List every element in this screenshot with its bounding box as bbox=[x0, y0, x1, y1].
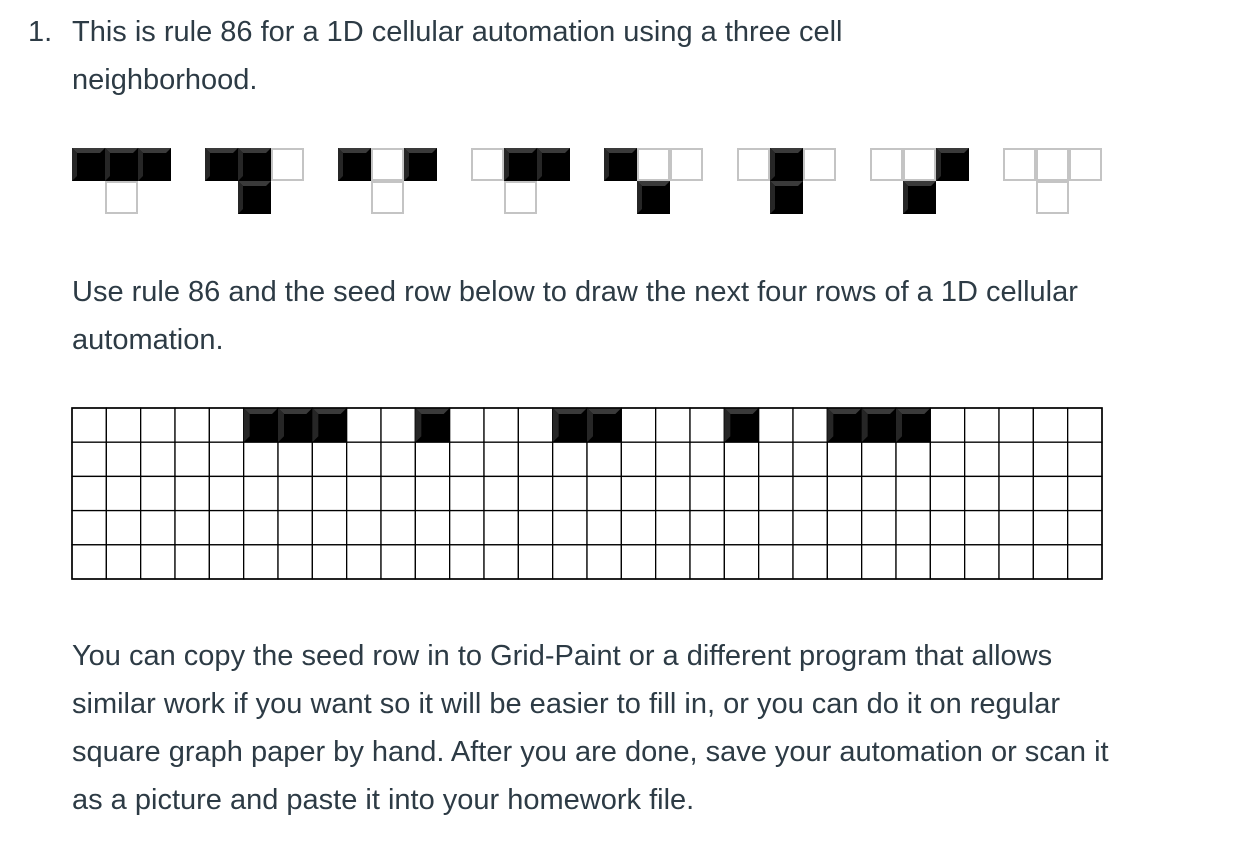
grid-cell bbox=[518, 511, 552, 545]
seed-cell bbox=[862, 408, 896, 442]
grid-cell bbox=[724, 511, 758, 545]
neighborhood-cell bbox=[404, 148, 437, 181]
grid-cell bbox=[656, 442, 690, 476]
grid-cell bbox=[793, 476, 827, 510]
grid-cell bbox=[518, 442, 552, 476]
seed-cell bbox=[484, 408, 518, 442]
grid-cell bbox=[1033, 511, 1067, 545]
grid-cell bbox=[347, 545, 381, 579]
grid-cell bbox=[759, 442, 793, 476]
rule-86-patterns bbox=[72, 148, 1101, 214]
grid-cell bbox=[415, 545, 449, 579]
grid-cell bbox=[450, 511, 484, 545]
grid-cell bbox=[862, 511, 896, 545]
grid-cell bbox=[484, 511, 518, 545]
grid-cell bbox=[244, 545, 278, 579]
grid-cell bbox=[312, 442, 346, 476]
grid-cell bbox=[106, 442, 140, 476]
grid-cell bbox=[72, 511, 106, 545]
seed-cell bbox=[827, 408, 861, 442]
seed-cell bbox=[965, 408, 999, 442]
grid-cell bbox=[965, 476, 999, 510]
grid-cell bbox=[415, 442, 449, 476]
seed-cell bbox=[656, 408, 690, 442]
seed-cell bbox=[450, 408, 484, 442]
grid-cell bbox=[1068, 476, 1102, 510]
grid-cell bbox=[209, 545, 243, 579]
seed-cell bbox=[930, 408, 964, 442]
seed-cell bbox=[999, 408, 1033, 442]
result-cell bbox=[238, 181, 271, 214]
neighborhood-cell bbox=[1004, 149, 1035, 180]
grid-cell bbox=[278, 476, 312, 510]
grid-cell bbox=[724, 476, 758, 510]
seed-cell bbox=[724, 408, 758, 442]
neighborhood-cell bbox=[804, 149, 835, 180]
question-instruction: Use rule 86 and the seed row below to draw the next four rows of a 1D cellular automation. bbox=[72, 276, 1078, 356]
grid-cell bbox=[656, 476, 690, 510]
rule-pattern bbox=[338, 148, 437, 213]
grid-cell bbox=[484, 442, 518, 476]
neighborhood-cell bbox=[1070, 149, 1101, 180]
result-cell bbox=[637, 181, 670, 214]
neighborhood-cell bbox=[904, 149, 935, 180]
grid-cell bbox=[930, 545, 964, 579]
rule-pattern bbox=[1004, 149, 1101, 213]
grid-cell bbox=[1033, 476, 1067, 510]
grid-cell bbox=[1033, 442, 1067, 476]
seed-cell bbox=[793, 408, 827, 442]
seed-cell bbox=[1068, 408, 1102, 442]
grid-cell bbox=[827, 511, 861, 545]
seed-cell bbox=[141, 408, 175, 442]
grid-cell bbox=[587, 476, 621, 510]
automaton-grid bbox=[72, 408, 1102, 579]
rule-pattern bbox=[205, 148, 303, 214]
grid-cell bbox=[72, 476, 106, 510]
neighborhood-cell bbox=[272, 149, 303, 180]
grid-cell bbox=[1068, 442, 1102, 476]
grid-cell bbox=[690, 476, 724, 510]
grid-cell bbox=[518, 476, 552, 510]
question-number: 1. bbox=[28, 16, 53, 48]
grid-cell bbox=[896, 511, 930, 545]
grid-cell bbox=[347, 442, 381, 476]
grid-cell bbox=[827, 442, 861, 476]
grid-cell bbox=[415, 476, 449, 510]
grid-cell bbox=[793, 545, 827, 579]
grid-cell bbox=[175, 545, 209, 579]
grid-cell bbox=[1068, 511, 1102, 545]
neighborhood-cell bbox=[738, 149, 769, 180]
neighborhood-cell bbox=[770, 148, 803, 181]
grid-cell bbox=[896, 442, 930, 476]
grid-cell bbox=[827, 545, 861, 579]
grid-cell bbox=[1033, 545, 1067, 579]
grid-cell bbox=[621, 476, 655, 510]
result-cell bbox=[106, 182, 137, 213]
grid-cell bbox=[209, 442, 243, 476]
seed-cell bbox=[587, 408, 621, 442]
grid-cell bbox=[896, 545, 930, 579]
grid-cell bbox=[209, 511, 243, 545]
grid-cell bbox=[312, 476, 346, 510]
grid-cell bbox=[862, 545, 896, 579]
neighborhood-cell bbox=[472, 149, 503, 180]
grid-cell bbox=[930, 511, 964, 545]
grid-cell bbox=[209, 476, 243, 510]
seed-cell bbox=[347, 408, 381, 442]
grid-cell bbox=[278, 511, 312, 545]
grid-cell bbox=[141, 545, 175, 579]
grid-cell bbox=[312, 545, 346, 579]
grid-cell bbox=[553, 442, 587, 476]
grid-cell bbox=[621, 442, 655, 476]
grid-cell bbox=[244, 442, 278, 476]
grid-cell bbox=[484, 476, 518, 510]
grid-cell bbox=[450, 545, 484, 579]
grid-cell bbox=[759, 511, 793, 545]
question-outro: You can copy the seed row in to Grid-Paint or a different program that allows similar work if you want so it will be easier to fill in, or you can do it on regular square graph paper by hand. After you are done, save your automation or scan it as a picture and paste it into your homework file. bbox=[72, 640, 1109, 816]
rule-pattern bbox=[604, 148, 702, 214]
grid-cell bbox=[724, 442, 758, 476]
seed-cell bbox=[896, 408, 930, 442]
grid-cell bbox=[347, 476, 381, 510]
question-intro: This is rule 86 for a 1D cellular automation using a three cell neighborhood. bbox=[72, 16, 843, 96]
neighborhood-cell bbox=[238, 148, 271, 181]
seed-cell bbox=[415, 408, 449, 442]
grid-cell bbox=[72, 545, 106, 579]
grid-cell bbox=[999, 511, 1033, 545]
grid-cell bbox=[381, 442, 415, 476]
rule-pattern bbox=[738, 148, 835, 214]
neighborhood-cell bbox=[205, 148, 238, 181]
grid-cell bbox=[965, 511, 999, 545]
seed-cell bbox=[209, 408, 243, 442]
rule-pattern bbox=[472, 148, 570, 213]
grid-cell bbox=[759, 476, 793, 510]
grid-cell bbox=[930, 476, 964, 510]
grid-cell bbox=[347, 511, 381, 545]
neighborhood-cell bbox=[1037, 149, 1068, 180]
grid-cell bbox=[553, 476, 587, 510]
rule-pattern bbox=[871, 148, 969, 214]
grid-cell bbox=[381, 476, 415, 510]
seed-cell bbox=[553, 408, 587, 442]
neighborhood-cell bbox=[936, 148, 969, 181]
grid-cell bbox=[518, 545, 552, 579]
neighborhood-cell bbox=[372, 149, 403, 180]
seed-cell bbox=[690, 408, 724, 442]
grid-cell bbox=[862, 442, 896, 476]
neighborhood-cell bbox=[604, 148, 637, 181]
seed-cell bbox=[1033, 408, 1067, 442]
result-cell bbox=[372, 182, 403, 213]
grid-cell bbox=[415, 511, 449, 545]
grid-cell bbox=[587, 442, 621, 476]
neighborhood-cell bbox=[504, 148, 537, 181]
grid-cell bbox=[827, 476, 861, 510]
grid-cell bbox=[106, 476, 140, 510]
grid-cell bbox=[141, 476, 175, 510]
seed-cell bbox=[72, 408, 106, 442]
grid-cell bbox=[793, 511, 827, 545]
grid-cell bbox=[793, 442, 827, 476]
grid-cell bbox=[999, 476, 1033, 510]
grid-cell bbox=[896, 476, 930, 510]
grid-cell bbox=[553, 511, 587, 545]
grid-cell bbox=[621, 511, 655, 545]
grid-cell bbox=[106, 545, 140, 579]
grid-cell bbox=[381, 545, 415, 579]
grid-cell bbox=[278, 545, 312, 579]
grid-cell bbox=[141, 511, 175, 545]
grid-cell bbox=[587, 545, 621, 579]
grid-cell bbox=[175, 476, 209, 510]
grid-cell bbox=[553, 545, 587, 579]
grid-cell bbox=[587, 511, 621, 545]
grid-cell bbox=[1068, 545, 1102, 579]
seed-cell bbox=[518, 408, 552, 442]
grid-cell bbox=[656, 511, 690, 545]
grid-cell bbox=[724, 545, 758, 579]
neighborhood-cell bbox=[871, 149, 902, 180]
grid-cell bbox=[244, 511, 278, 545]
grid-cell bbox=[965, 442, 999, 476]
result-cell bbox=[770, 181, 803, 214]
grid-cell bbox=[381, 511, 415, 545]
grid-cell bbox=[175, 442, 209, 476]
grid-cell bbox=[690, 511, 724, 545]
grid-cell bbox=[72, 442, 106, 476]
neighborhood-cell bbox=[671, 149, 702, 180]
seed-cell bbox=[621, 408, 655, 442]
grid-cell bbox=[862, 476, 896, 510]
seed-cell bbox=[244, 408, 278, 442]
grid-cell bbox=[999, 442, 1033, 476]
neighborhood-cell bbox=[72, 148, 105, 181]
grid-cell bbox=[690, 545, 724, 579]
seed-cell bbox=[175, 408, 209, 442]
result-cell bbox=[1037, 182, 1068, 213]
grid-cell bbox=[621, 545, 655, 579]
grid-cell bbox=[930, 442, 964, 476]
seed-cell bbox=[312, 408, 346, 442]
grid-cell bbox=[244, 476, 278, 510]
seed-cell bbox=[381, 408, 415, 442]
grid-cell bbox=[965, 545, 999, 579]
grid-cell bbox=[999, 545, 1033, 579]
neighborhood-cell bbox=[138, 148, 171, 181]
grid-cell bbox=[690, 442, 724, 476]
result-cell bbox=[505, 182, 536, 213]
grid-cell bbox=[450, 442, 484, 476]
neighborhood-cell bbox=[537, 148, 570, 181]
rule-pattern bbox=[72, 148, 171, 213]
grid-cell bbox=[759, 545, 793, 579]
neighborhood-cell bbox=[105, 148, 138, 181]
grid-cell bbox=[484, 545, 518, 579]
neighborhood-cell bbox=[638, 149, 669, 180]
seed-cell bbox=[278, 408, 312, 442]
grid-cell bbox=[141, 442, 175, 476]
grid-cell bbox=[312, 511, 346, 545]
seed-cell bbox=[106, 408, 140, 442]
grid-cell bbox=[106, 511, 140, 545]
neighborhood-cell bbox=[338, 148, 371, 181]
grid-cell bbox=[175, 511, 209, 545]
seed-cell bbox=[759, 408, 793, 442]
grid-cell bbox=[450, 476, 484, 510]
grid-cell bbox=[278, 442, 312, 476]
grid-cell bbox=[656, 545, 690, 579]
result-cell bbox=[903, 181, 936, 214]
